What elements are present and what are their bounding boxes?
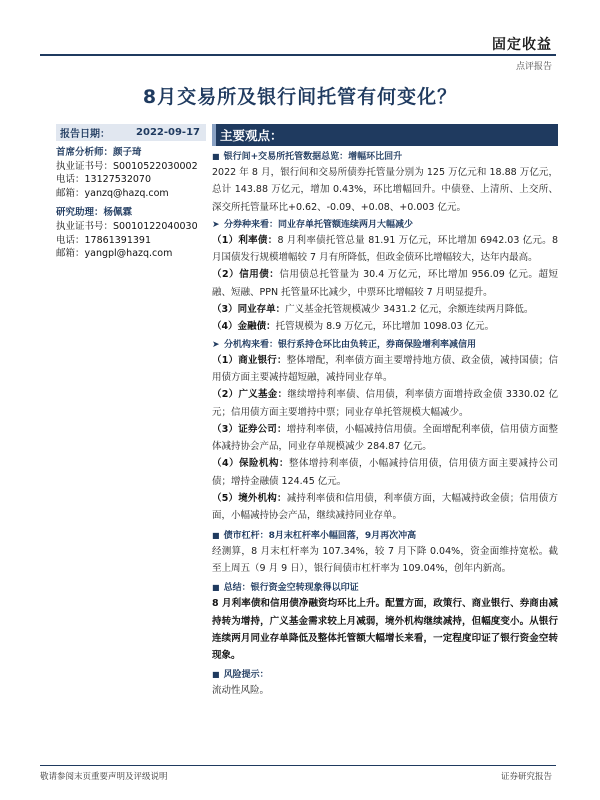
- phone-number: 17861391391: [84, 234, 152, 246]
- date-label: 报告日期：: [60, 129, 110, 140]
- header-rule: [40, 54, 556, 56]
- section-bullet: [212, 581, 558, 595]
- date-value: 2022-09-17: [136, 127, 200, 138]
- analyst-role: 研究助理：: [56, 207, 104, 219]
- email-address[interactable]: yanzq@hazq.com: [84, 187, 169, 199]
- subsection-title: 分券种来看：同业存单托管额连续两月大幅减少: [224, 219, 414, 230]
- paragraph: 2022 年 8 月，银行间和交易所债券托管量分别为 125 万亿元和 18.88 万亿元，总计 143.88 万亿元，增加 0.43%，环比增幅回升。中债登、上清所、上交所、深交所托管量环比+0.62、-0.09、+0.08、+0.003 亿元。: [212, 167, 558, 213]
- paragraph: （3）同业存单：广义基金托管规模减少 3431.2 亿元，余额连续两月降低。: [212, 304, 534, 316]
- subsection-bullet: [212, 218, 558, 232]
- footer-rule: [40, 765, 556, 766]
- main-content: [212, 124, 558, 700]
- paragraph: （5）境外机构：减持利率债和信用债，利率债方面，大幅减持政金债；信用债方面，小幅减持协会产品，继续减持同业存单。: [212, 493, 558, 522]
- square-bullet-icon: ■: [212, 670, 220, 680]
- paragraph: （4）金融债：托管规模为 8.9 万亿元，环比增加 1098.03 亿元。: [212, 321, 495, 333]
- section-title: 总结：银行资金空转现象得以印证: [223, 583, 359, 594]
- paragraph: （2）信用债：信用债总托管量为 30.4 万亿元，环比增加 956.09 亿元。超短融、短融、PPN 托管量环比减少，中票环比增幅较 7 月明显提升。: [212, 269, 558, 298]
- section-bullet: [212, 668, 558, 682]
- paragraph: （3）证券公司：增持利率债，小幅减持信用债。全面增配利率债，信用债方面整体减持协会产品，同业存单规模减少 284.87 亿元。: [212, 423, 558, 453]
- analyst-name: 杨佩霖: [103, 207, 133, 219]
- phone-label: 电话：: [56, 234, 85, 246]
- square-bullet-icon: ■: [212, 530, 220, 540]
- email-label: 邮箱：: [56, 248, 85, 260]
- chevron-right-icon: ➤: [212, 219, 220, 230]
- cert-label: 执业证书号：: [56, 220, 114, 232]
- footer-label: 证券研究报告: [500, 772, 552, 782]
- section-bullet: [212, 150, 558, 164]
- paragraph: 流动性风险。: [212, 685, 270, 697]
- footer-disclaimer[interactable]: 敬请参阅末页重要声明及评级说明: [40, 772, 168, 782]
- analyst-block-1: [56, 146, 206, 200]
- cert-number: S0010122040030: [113, 220, 198, 232]
- cert-number: S0010522030002: [113, 160, 198, 172]
- key-points-title: 主要观点：: [220, 128, 283, 143]
- subsection-title: 分机构来看：银行系持仓环比由负转正，券商保险增利率减信用: [224, 339, 477, 350]
- chevron-right-icon: ➤: [212, 339, 220, 350]
- section-title: 风险提示：: [223, 670, 269, 681]
- paragraph: 经测算，8 月末杠杆率为 107.34%，较 7 月下降 0.04%，资金面维持宽松。截至上周五（9 月 9 日），银行间债市杠杆率为 109.04%，创年内新高。: [212, 545, 558, 574]
- paragraph: （1）商业银行：整体增配，利率债方面主要增持地方债、政金债，减持国债；信用债方面主要减持超短融，减持同业存单。: [212, 354, 558, 383]
- sidebar: [56, 124, 206, 261]
- subsection-bullet: [212, 338, 558, 352]
- phone-label: 电话：: [56, 174, 85, 186]
- header-subtag: 点评报告: [515, 62, 552, 72]
- email-address[interactable]: yangpl@hazq.com: [84, 248, 173, 260]
- report-title: 8月交易所及银行间托管有何变化？: [142, 86, 458, 108]
- email-label: 邮箱：: [56, 187, 85, 199]
- cert-label: 执业证书号：: [56, 160, 114, 172]
- square-bullet-icon: ■: [212, 583, 220, 593]
- paragraph: （1）利率债：8 月利率债托管总量 81.91 万亿元，环比增加 6942.03 亿元。8 月国债发行规模增幅较 7 月有所降低，但政金债环比增幅较大，达年内最高。: [212, 234, 558, 264]
- phone-number: 13127532070: [84, 174, 152, 186]
- paragraph: （4）保险机构：整体增持利率债，小幅减持信用债，信用债方面主要减持公司债；增持金融债 124.45 亿元。: [212, 458, 558, 487]
- header-tag: 固定收益: [492, 37, 552, 53]
- section-title: 银行间+交易所托管数据总览：增幅环比回升: [223, 152, 403, 162]
- key-points-header: [212, 124, 558, 146]
- summary-paragraph: 8 月利率债和信用债净融资均环比上升。配置方面，政策行、商业银行、券商由减持转为增持，广义基金需求较上月减弱，境外机构继续减持，但幅度变小。从银行连续两月同业存单降低及整体托管额大幅增长来看，一定程度印证了银行资金空转现象。: [212, 598, 558, 662]
- report-date-bar: [56, 124, 206, 141]
- square-bullet-icon: ■: [212, 152, 220, 161]
- section-title: 债市杠杆：8月末杠杆率小幅回落，9月再次冲高: [223, 530, 417, 541]
- analyst-role: 首席分析师：: [56, 147, 114, 158]
- header-accent: [212, 124, 216, 146]
- paragraph: （2）广义基金：继续增持利率债、信用债，利率债方面增持政金债 3330.02 亿元；信用债方面主要增持中票；同业存单托管规模大幅减少。: [212, 389, 558, 418]
- analyst-name: 颜子琦: [113, 147, 142, 158]
- section-bullet: [212, 529, 558, 543]
- analyst-block-2: [56, 206, 206, 260]
